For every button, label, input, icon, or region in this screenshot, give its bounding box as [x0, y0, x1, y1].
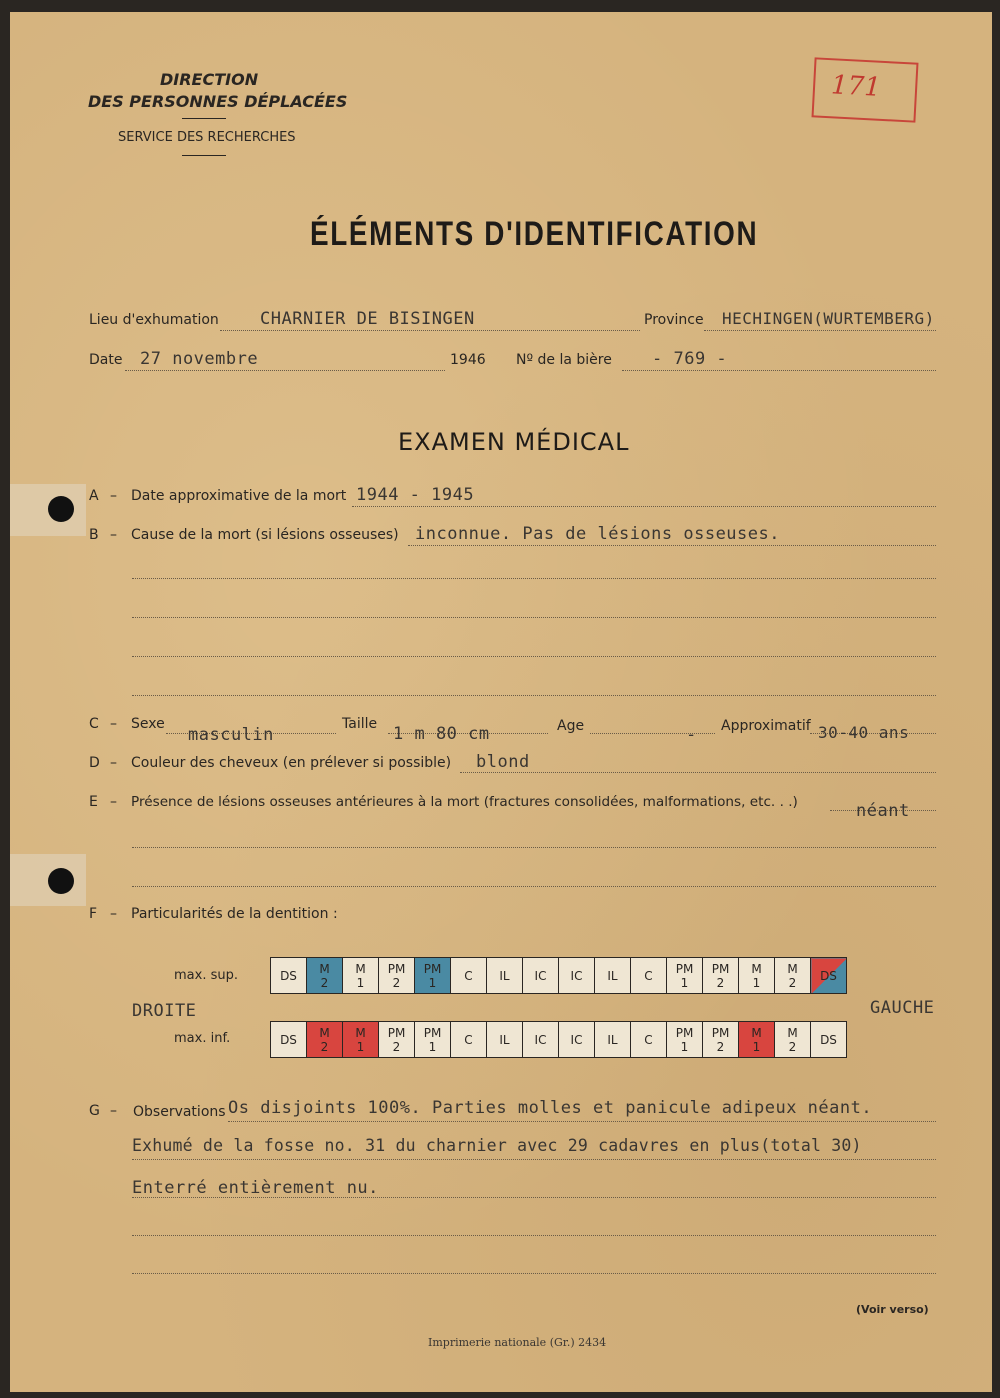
tooth-code: M [751, 961, 762, 976]
header-direction-line1: DIRECTION [160, 70, 259, 89]
date-value: 27 novembre [140, 349, 259, 369]
tooth-code: DS [280, 968, 297, 983]
tooth-code: M [355, 961, 366, 976]
tooth-code: C [644, 968, 653, 983]
section-e-label: Présence de lésions osseuses antérieures à la mort (fractures consolidées, malformations, etc. . .) [131, 794, 798, 810]
tooth-code: DS [820, 968, 837, 983]
section-f-letter: F [89, 906, 98, 922]
tooth-number: 2 [392, 1039, 401, 1054]
tooth-number: 1 [356, 1039, 365, 1054]
upper-tooth-cell [343, 958, 379, 994]
lieu-value: CHARNIER DE BISINGEN [260, 309, 475, 329]
upper-tooth-cell [811, 958, 847, 994]
province-label: Province [644, 312, 704, 328]
lower-jaw-label: max. inf. [174, 1031, 231, 1046]
section-g-dotted-line-2 [132, 1159, 936, 1160]
section-a-value: 1944 - 1945 [356, 485, 475, 505]
header-service: SERVICE DES RECHERCHES [118, 130, 296, 145]
lower-teeth-grid [270, 1021, 847, 1058]
tooth-code: IC [534, 968, 547, 983]
section-f-label: Particularités de la dentition : [131, 906, 338, 922]
date-dotted-line [125, 370, 445, 371]
upper-tooth-cell [271, 958, 307, 994]
verso-note: (Voir verso) [856, 1303, 929, 1316]
tooth-code: DS [820, 1032, 837, 1047]
section-b-dotted-line [408, 545, 936, 546]
upper-tooth-cell [667, 958, 703, 994]
lower-tooth-cell [559, 1022, 595, 1058]
taille-label: Taille [342, 716, 378, 732]
lower-tooth-cell [631, 1022, 667, 1058]
printer-imprint: Imprimerie nationale (Gr.) 2434 [428, 1336, 607, 1349]
side-left-label: GAUCHE [870, 998, 935, 1018]
lower-tooth-cell [703, 1022, 739, 1058]
section-g-dash: – [110, 1103, 117, 1119]
tooth-number: 1 [356, 975, 365, 990]
lower-tooth-cell [271, 1022, 307, 1058]
lower-tooth-cell [415, 1022, 451, 1058]
upper-tooth-cell [739, 958, 775, 994]
upper-tooth-cell [415, 958, 451, 994]
tooth-number: 2 [392, 975, 401, 990]
lower-tooth-cell [451, 1022, 487, 1058]
section-g-dotted-line-4 [132, 1235, 936, 1236]
tooth-code: C [644, 1032, 653, 1047]
upper-tooth-cell [307, 958, 343, 994]
page-title: ÉLÉMENTS D'IDENTIFICATION [310, 215, 759, 253]
tooth-code: M [751, 1025, 762, 1040]
tooth-code: IC [570, 968, 583, 983]
section-b-letter: B [89, 527, 99, 543]
section-b-blank-line-2 [132, 617, 936, 618]
upper-teeth-grid [270, 957, 847, 994]
observation-line-2: Exhumé de la fosse no. 31 du charnier avec 29 cadavres en plus(total 30) [132, 1136, 862, 1155]
section-c-letter: C [89, 716, 99, 732]
section-b-blank-line-3 [132, 656, 936, 657]
tooth-code: PM [387, 961, 406, 976]
observation-line-1: Os disjoints 100%. Parties molles et panicule adipeux néant. [228, 1098, 873, 1118]
section-g-label: Observations [133, 1104, 226, 1120]
upper-jaw-label: max. sup. [174, 968, 238, 983]
tooth-code: DS [280, 1032, 297, 1047]
upper-tooth-cell [703, 958, 739, 994]
lieu-label: Lieu d'exhumation [89, 312, 219, 328]
upper-tooth-cell [775, 958, 811, 994]
section-e-blank-line-2 [132, 886, 936, 887]
sexe-value: masculin [188, 725, 274, 745]
tooth-code: PM [711, 1025, 730, 1040]
section-b-value: inconnue. Pas de lésions osseuses. [415, 524, 780, 544]
lower-tooth-cell [523, 1022, 559, 1058]
tooth-code: M [319, 1025, 330, 1040]
tooth-code: PM [675, 961, 694, 976]
tooth-number: 1 [680, 975, 689, 990]
age-label: Age [557, 718, 585, 734]
date-year: 1946 [450, 352, 486, 368]
biere-dotted-line [622, 370, 936, 371]
tooth-code: C [464, 968, 473, 983]
tooth-code: PM [711, 961, 730, 976]
punch-hole-top [48, 496, 74, 522]
tooth-code: PM [675, 1025, 694, 1040]
tooth-number: 2 [320, 975, 329, 990]
tooth-code: IL [607, 1032, 618, 1047]
upper-tooth-cell [595, 958, 631, 994]
section-b-blank-line-4 [132, 695, 936, 696]
tooth-code: M [787, 961, 798, 976]
province-value: HECHINGEN(WURTEMBERG) [722, 309, 935, 328]
section-a-letter: A [89, 488, 99, 504]
section-d-dash: – [110, 755, 117, 771]
section-d-letter: D [89, 755, 100, 771]
lower-tooth-cell [667, 1022, 703, 1058]
approx-label: Approximatif [721, 718, 811, 734]
section-a-label: Date approximative de la mort [131, 488, 347, 504]
tooth-code: PM [387, 1025, 406, 1040]
header-rule-1 [182, 118, 226, 119]
approx-value: 30-40 ans [818, 723, 910, 742]
lieu-dotted-line [220, 330, 640, 331]
upper-tooth-cell [379, 958, 415, 994]
lower-tooth-cell [307, 1022, 343, 1058]
lower-tooth-cell [739, 1022, 775, 1058]
tooth-number: 1 [752, 975, 761, 990]
section-c-dash: – [110, 716, 117, 732]
biere-value: - 769 - [652, 349, 728, 369]
section-b-dash: – [110, 527, 117, 543]
upper-tooth-cell [523, 958, 559, 994]
tooth-code: M [787, 1025, 798, 1040]
tooth-code: M [355, 1025, 366, 1040]
tooth-code: PM [423, 1025, 442, 1040]
upper-tooth-cell [559, 958, 595, 994]
tooth-code: M [319, 961, 330, 976]
section-g-dotted-line-5 [132, 1273, 936, 1274]
sexe-label: Sexe [131, 716, 165, 732]
lower-tooth-cell [487, 1022, 523, 1058]
observation-line-3: Enterré entièrement nu. [132, 1178, 379, 1198]
tooth-code: IC [570, 1032, 583, 1047]
biere-label: Nº de la bière [516, 352, 612, 368]
section-g-dotted-line-1 [228, 1121, 936, 1122]
header-rule-2 [182, 155, 226, 156]
tooth-number: 1 [680, 1039, 689, 1054]
stamp-number: 171 [830, 70, 882, 103]
age-value: - [686, 725, 697, 745]
tooth-number: 1 [428, 1039, 437, 1054]
tooth-number: 1 [752, 1039, 761, 1054]
taille-value: 1 m 80 cm [393, 724, 490, 744]
lower-teeth-row [271, 1022, 847, 1058]
tooth-number: 2 [788, 1039, 797, 1054]
section-d-value: blond [476, 752, 530, 772]
tooth-number: 2 [716, 975, 725, 990]
province-dotted-line [704, 330, 936, 331]
section-e-dash: – [110, 794, 117, 810]
section-a-dotted-line [352, 506, 936, 507]
section-e-value: néant [856, 801, 910, 821]
section-f-dash: – [110, 906, 117, 922]
lower-tooth-cell [379, 1022, 415, 1058]
tooth-number: 2 [716, 1039, 725, 1054]
upper-tooth-cell [631, 958, 667, 994]
lower-tooth-cell [343, 1022, 379, 1058]
tooth-code: IL [499, 968, 510, 983]
form-sheet [10, 12, 992, 1392]
lower-tooth-cell [811, 1022, 847, 1058]
reference-stamp [812, 57, 919, 122]
section-a-dash: – [110, 488, 117, 504]
tooth-number: 1 [428, 975, 437, 990]
exam-title: EXAMEN MÉDICAL [398, 428, 630, 456]
punch-hole-bottom [48, 868, 74, 894]
upper-tooth-cell [451, 958, 487, 994]
section-e-letter: E [89, 794, 98, 810]
side-right-label: DROITE [132, 1001, 197, 1021]
section-b-blank-line-1 [132, 578, 936, 579]
tooth-number: 2 [320, 1039, 329, 1054]
section-b-label: Cause de la mort (si lésions osseuses) [131, 527, 399, 543]
tooth-code: PM [423, 961, 442, 976]
tooth-code: IL [607, 968, 618, 983]
upper-teeth-row [271, 958, 847, 994]
lower-tooth-cell [595, 1022, 631, 1058]
section-d-label: Couleur des cheveux (en prélever si possible) [131, 755, 452, 771]
tooth-number: 2 [788, 975, 797, 990]
tooth-code: IL [499, 1032, 510, 1047]
section-g-letter: G [89, 1103, 100, 1119]
date-label: Date [89, 352, 123, 368]
header-direction-line2: DES PERSONNES DÉPLACÉES [88, 92, 348, 111]
section-d-dotted-line [460, 772, 936, 773]
tooth-code: IC [534, 1032, 547, 1047]
section-e-blank-line-1 [132, 847, 936, 848]
upper-tooth-cell [487, 958, 523, 994]
tooth-code: C [464, 1032, 473, 1047]
lower-tooth-cell [775, 1022, 811, 1058]
